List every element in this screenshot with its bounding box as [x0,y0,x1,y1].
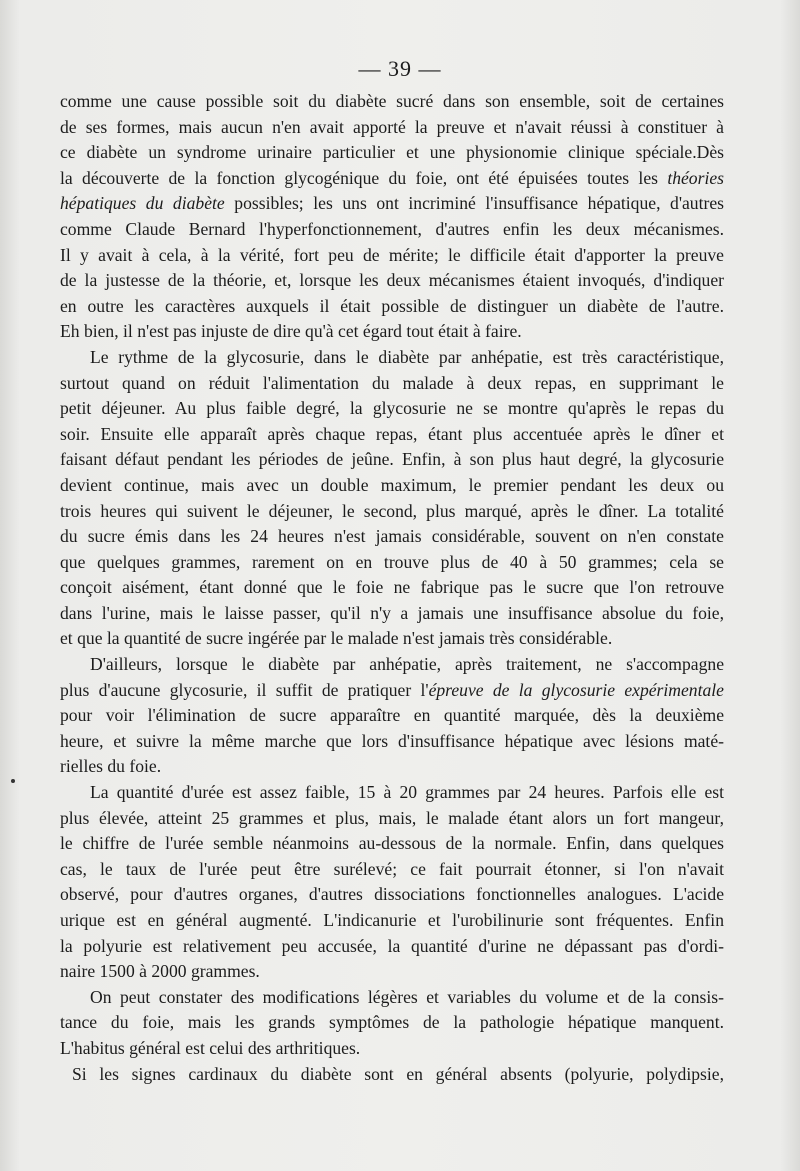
text-line: plus élevée, atteint 25 grammes et plus, mais, le malade étant alors un fort mangeur, [60,807,724,828]
text-run: plus d'aucune glycosurie, il suffit de pratiquer l' [60,679,429,700]
text-line [60,191,724,217]
margin-dot [11,779,15,783]
text-line: petit déjeuner. Au plus faible degré, la glycosurie ne se montre qu'après le repas du [60,398,724,419]
text-line: de la justesse de la théorie, et, lorsque les deux mécanismes étaient invoqués, d'indiquer [60,270,724,291]
text-line: devient continue, mais avec un double maximum, le premier pendant les deux ou [60,474,724,495]
text-line: la polyurie est relativement peu accusée, la quantité d'urine ne dépassant pas d'ordi- [60,935,724,956]
text-line: dans l'urine, mais le laisse passer, qu'il n'y a jamais une insuffisance absolue du foie, [60,602,724,623]
text-line: urique est en général augmenté. L'indicanurie et l'urobilinurie sont fréquentes. Enfin [60,910,724,930]
text-line: Eh bien, il n'est pas injuste de dire qu'à cet égard tout était à faire. [60,321,522,342]
text-line: Le rythme de la glycosurie, dans le diabète par anhépatie, est très caractéristique, [90,346,724,367]
text-line: D'ailleurs, lorsque le diabète par anhépatie, après traitement, ne s'accompagne [90,654,724,675]
text-line: du sucre émis dans les 24 heures n'est jamais considérable, souvent on n'en constate [60,526,724,547]
text-line: observé, pour d'autres organes, d'autres dissociations fonctionnelles analogues. L'acide [60,884,724,905]
text-line: surtout quand on réduit l'alimentation du malade à deux repas, en supprimant le [60,372,724,393]
text-line: et que la quantité de sucre ingérée par le malade n'est jamais très considérable. [60,628,613,649]
text-line: La quantité d'urée est assez faible, 15 à 20 grammes par 24 heures. Parfois elle est [90,782,724,803]
text-line: L'habitus général est celui des arthritiques. [60,1037,361,1058]
text-line: conçoit aisément, étant donné que le foie ne fabrique pas le sucre que l'on retrouve [60,577,724,598]
text-line: rielles du foie. [60,756,162,777]
text-line: On peut constater des modifications légères et variables du volume et de la consis- [90,986,724,1007]
text-run: possibles; les uns ont incriminé l'insuffisance hépatique, d'autres [224,193,724,214]
text-line: heure, et suivre la même marche que lors d'insuffisance hépatique avec lésions maté- [60,730,724,751]
text-line: comme une cause possible soit du diabète sucré dans son ensemble, soit de certaines [60,91,724,111]
text-line: Il y avait à cela, à la vérité, fort peu de mérite; le difficile était d'apporter la preuve [60,244,724,265]
page-number: — 39 — [358,56,442,81]
text-line [60,166,724,192]
text-line: faisant défaut pendant les périodes de jeûne. Enfin, à son plus haut degré, la glycosurie [60,449,724,470]
body-text [60,89,724,1087]
text-line: Si les signes cardinaux du diabète sont en général absents (polyurie, polydipsie, [72,1063,724,1084]
italic-term: épreuve de la glycosurie expérimentale [428,679,724,700]
text-run: la découverte de la fonction glycogénique du foie, ont été épuisées toutes les [60,167,668,188]
text-line: le chiffre de l'urée semble néanmoins au-dessous de la normale. Enfin, dans quelques [60,833,724,854]
text-line: que quelques grammes, rarement on en trouve plus de 40 à 50 grammes; cela se [60,551,724,572]
text-line: trois heures qui suivent le déjeuner, le second, plus marqué, après le dîner. La totalité [60,500,724,521]
italic-term: hépatiques du diabète [60,193,225,214]
text-line: ce diabète un syndrome urinaire particulier et une physionomie clinique spéciale.Dès [60,142,724,163]
italic-term: théories [667,167,724,188]
text-line: naire 1500 à 2000 grammes. [60,961,260,982]
text-line: comme Claude Bernard l'hyperfonctionnement, d'autres enfin les deux mécanismes. [60,218,724,239]
text-line: de ses formes, mais aucun n'en avait apporté la preuve et n'avait réussi à constituer à [60,116,724,137]
text-line: soir. Ensuite elle apparaît après chaque repas, étant plus accentuée après le dîner et [60,423,724,444]
text-line: cas, le taux de l'urée peut être surélevé; ce fait pourrait étonner, si l'on n'avait [60,858,724,879]
text-line: tance du foie, mais les grands symptômes de la pathologie hépatique manquent. [60,1012,724,1033]
text-line: en outre les caractères auxquels il était possible de distinguer un diabète de l'autre. [60,295,724,316]
text-line: pour voir l'élimination de sucre apparaître en quantité marquée, dès la deuxième [60,705,724,726]
text-line [60,678,724,704]
